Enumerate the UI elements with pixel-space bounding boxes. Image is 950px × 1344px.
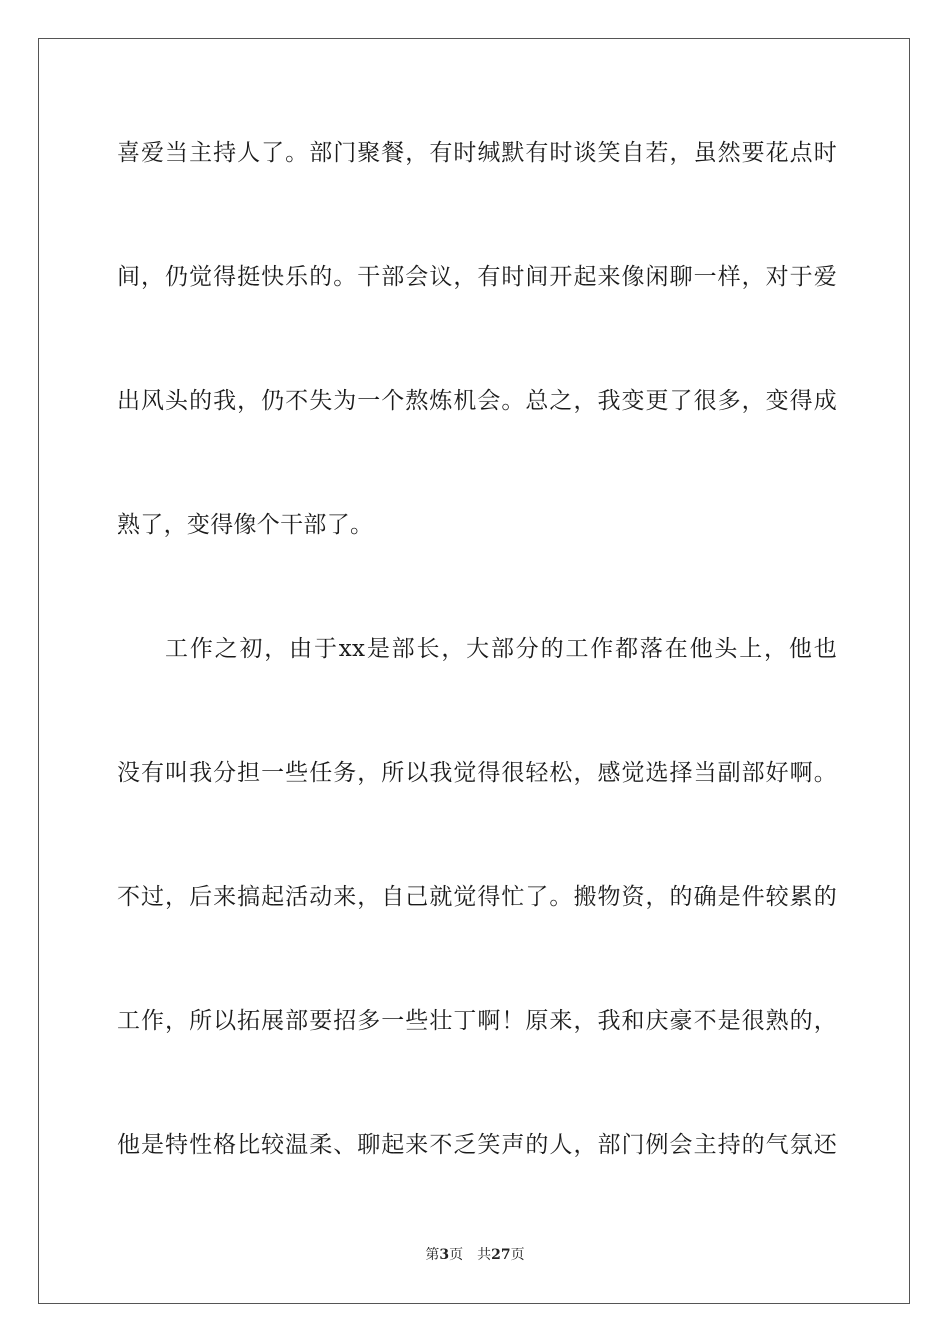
body-line-3: 出风头的我，仍不失为一个熬炼机会。总之，我变更了很多，变得成	[117, 388, 837, 414]
footer-total-suffix: 页	[510, 1247, 525, 1263]
footer-page-number: 3	[439, 1247, 450, 1263]
footer-page-suffix: 页	[449, 1247, 464, 1263]
body-line-8: 工作，所以拓展部要招多一些壮丁啊！原来，我和庆豪不是很熟的，	[117, 1008, 837, 1034]
body-line-2: 间，仍觉得挺快乐的。干部会议，有时间开起来像闲聊一样，对于爱	[117, 264, 837, 290]
body-line-6: 没有叫我分担一些任务，所以我觉得很轻松，感觉选择当副部好啊。	[117, 760, 837, 786]
body-line-1: 喜爱当主持人了。部门聚餐，有时缄默有时谈笑自若，虽然要花点时	[117, 140, 837, 166]
body-line-4: 熟了，变得像个干部了。	[117, 512, 374, 538]
page-footer	[0, 1246, 950, 1264]
body-line-5: 工作之初，由于xx是部长，大部分的工作都落在他头上，他也	[165, 636, 837, 662]
footer-page-prefix: 第	[425, 1247, 440, 1263]
footer-total-pages: 27	[491, 1247, 511, 1263]
page-border	[38, 38, 910, 1304]
body-line-7: 不过，后来搞起活动来，自己就觉得忙了。搬物资，的确是件较累的	[117, 884, 837, 910]
body-line-9: 他是特性格比较温柔、聊起来不乏笑声的人，部门例会主持的气氛还	[117, 1132, 837, 1158]
footer-total-prefix: 共	[477, 1247, 492, 1263]
